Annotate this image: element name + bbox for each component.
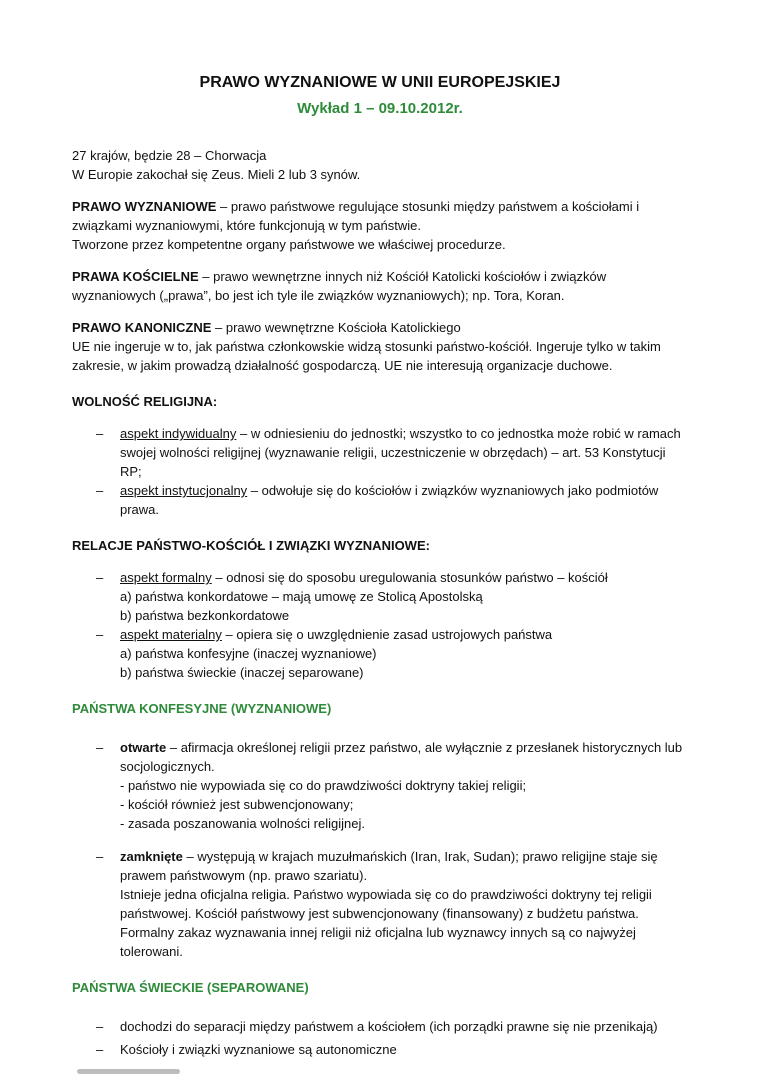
definition-prawo-wyznaniowe [72,197,688,254]
list-item-text [120,625,688,682]
dash-bullet: – [96,1019,104,1034]
section-heading-wolnosc-religijna: WOLNOŚĆ RELIGIJNA: [72,394,218,409]
definition-body [72,318,688,337]
dash-bullet: – [96,1042,104,1057]
page-bottom-partial-element [77,1069,180,1074]
list-item-text [120,424,688,481]
list-item [72,738,688,833]
section-heading-panstwa-konfesyjne: PAŃSTWA KONFESYJNE (WYZNANIOWE) [72,701,332,716]
list-item [72,625,688,682]
definition-text: – prawo wewnętrzne innych niż Kościół Katolicki kościołów i związków wyznaniowych („prawa”, bo jest ich tyle ile związków wyznaniowych); np. Tora, Koran. [72,269,607,303]
item-text: Kościoły i związki wyznaniowe są autonomiczne [120,1042,397,1057]
intro-line-2: W Europie zakochał się Zeus. Mieli 2 lub 3 synów. [72,167,361,182]
list-item-text [120,847,688,961]
sub-item: b) państwa bezkonkordatowe [120,608,290,623]
sub-item: a) państwa konkordatowe – mają umowę ze Stolicą Apostolską [120,589,483,604]
definition-extra-line: UE nie ingeruje w to, jak państwa członkowskie widzą stosunki państwo-kościół. Ingeruje tylko w takim zakresie, w jakim prowadzą działalność gospodarczą. UE nie interesują organizacje duchowe. [72,339,661,373]
dash-bullet: – [96,426,104,441]
list-item [72,1017,688,1036]
item-text: – występują w krajach muzułmańskich (Iran, Irak, Sudan); prawo religijne staje się prawem państwowym (np. prawo szariatu). [120,849,658,883]
definition-body [72,197,688,235]
dash-bullet: – [96,483,104,498]
sub-item: - zasada poszanowania wolności religijnej. [120,816,365,831]
bold-term: zamknięte [120,849,183,864]
list-item [72,481,688,519]
list-item [72,847,688,961]
konfesyjne-list [72,738,688,961]
bold-term: otwarte [120,740,167,755]
item-continuation: Istnieje jedna oficjalna religia. Państwo wypowiada się co do prawdziwości doktryny tej religii państwowej. Kościół państwowy jest subwencjonowany (finansowany) z budżetu państwa. Formalny zakaz wyznawania innej religii niż oficjalna lub wyznawcy innych są co najwyżej tolerowani. [120,887,652,959]
definition-term: PRAWA KOŚCIELNE [72,269,199,284]
dash-bullet: – [96,627,104,642]
item-lead [120,570,608,585]
definition-prawo-kanoniczne [72,318,688,375]
underlined-term: aspekt indywidualny [120,426,237,441]
item-text: – opiera się o uwzględnienie zasad ustrojowych państwa [221,627,553,642]
section-heading-panstwa-swieckie: PAŃSTWA ŚWIECKIE (SEPAROWANE) [72,980,309,995]
wolnosc-list [72,424,688,519]
item-text: – odwołuje się do kościołów i związków wyznaniowych jako podmiotów prawa. [120,483,659,517]
list-item-text [120,738,688,833]
doc-subtitle: Wykład 1 – 09.10.2012r. [297,100,463,117]
list-item-text [120,481,688,519]
definition-prawa-koscielne [72,267,688,305]
definition-term: PRAWO WYZNANIOWE [72,199,217,214]
underlined-term: aspekt instytucjonalny [120,483,248,498]
item-lead [120,740,682,774]
section-heading-relacje: RELACJE PAŃSTWO-KOŚCIÓŁ I ZWIĄZKI WYZNANIOWE: [72,538,430,553]
item-lead [120,849,658,883]
definition-term: PRAWO KANONICZNE [72,320,212,335]
dash-bullet: – [96,570,104,585]
list-item [72,424,688,481]
dash-bullet: – [96,740,104,755]
intro-line-1: 27 krajów, będzie 28 – Chorwacja [72,148,267,163]
definition-text: – prawo państwowe regulujące stosunki między państwem a kościołami i związkami wyznaniowymi, które funkcjonują w tym państwie. [72,199,640,233]
item-lead [120,627,552,642]
sub-item: b) państwa świeckie (inaczej separowane) [120,665,364,680]
definition-text: – prawo wewnętrzne Kościoła Katolickiego [211,320,461,335]
item-text: – afirmacja określonej religii przez państwo, ale wyłącznie z przesłanek historycznych lub socjologicznych. [120,740,683,774]
sub-item: a) państwa konfesyjne (inaczej wyznaniowe) [120,646,377,661]
intro-paragraph [72,146,688,184]
list-item-text [120,568,688,625]
item-text: – odnosi się do sposobu uregulowania stosunków państwo – kościół [211,570,608,585]
definition-extra-line: Tworzone przez kompetentne organy państwowe we właściwej procedurze. [72,237,506,252]
relacje-list [72,568,688,682]
doc-title: PRAWO WYZNANIOWE W UNII EUROPEJSKIEJ [199,74,561,91]
swieckie-list [72,1017,688,1059]
list-item [72,1040,688,1059]
underlined-term: aspekt formalny [120,570,212,585]
dash-bullet: – [96,849,104,864]
item-text: – w odniesieniu do jednostki; wszystko to co jednostka może robić w ramach swojej wolności religijnej (wyznawanie religii, uczestniczenie w obrzędach) – art. 53 Konstytucji RP; [120,426,681,479]
definition-body [72,267,688,305]
list-item [72,568,688,625]
item-text: dochodzi do separacji między państwem a kościołem (ich porządki prawne się nie przenikają) [120,1019,658,1034]
sub-item: - państwo nie wypowiada się co do prawdziwości doktryny takiej religii; [120,778,527,793]
underlined-term: aspekt materialny [120,627,222,642]
sub-item: - kościół również jest subwencjonowany; [120,797,354,812]
